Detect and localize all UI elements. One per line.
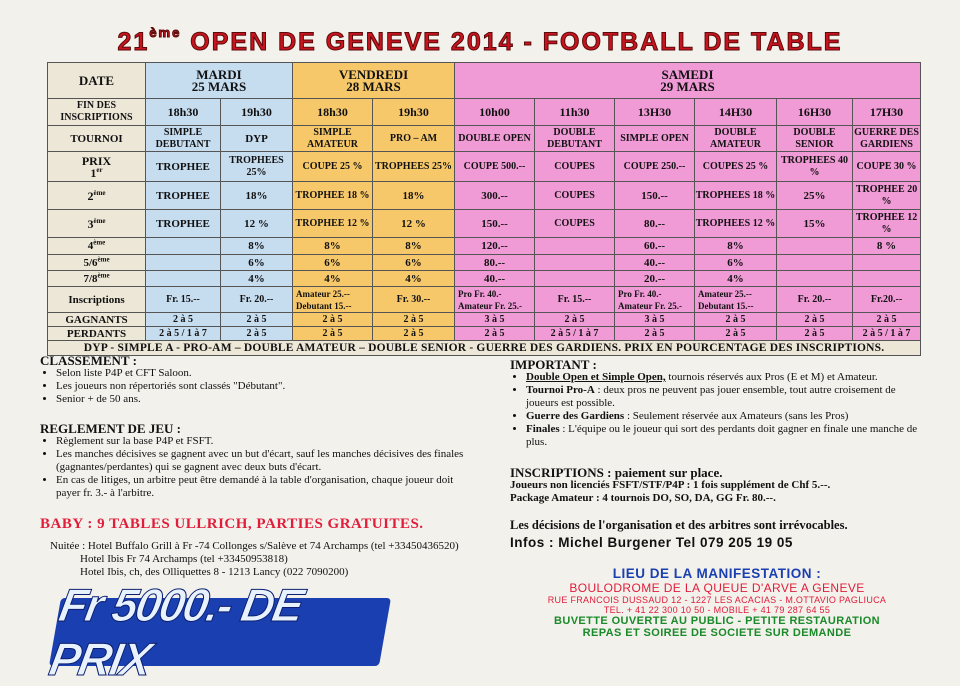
prize-cell bbox=[777, 271, 853, 287]
prize-cell: 18% bbox=[373, 182, 455, 210]
inscriptions-row bbox=[48, 287, 921, 313]
time-cell: 14H30 bbox=[695, 99, 777, 126]
prize-cell: 40.-- bbox=[455, 271, 535, 287]
tournoi-cell: DOUBLE AMATEUR bbox=[695, 126, 777, 152]
prize-cell bbox=[777, 255, 853, 271]
prize-cell bbox=[777, 238, 853, 255]
prize-cell: 8% bbox=[221, 238, 293, 255]
prize-cell bbox=[535, 238, 615, 255]
row-label-inscriptions: Inscriptions bbox=[48, 287, 146, 313]
page-title: 21ème OPEN DE GENEVE 2014 - FOOTBALL DE TABLE bbox=[117, 24, 843, 56]
list-item: • Finales : L'équipe ou le joueur qui sort des perdants doit gagner en finale une manche de plus. bbox=[526, 423, 920, 449]
prize-cell: 6% bbox=[373, 255, 455, 271]
time-cell: 11h30 bbox=[535, 99, 615, 126]
time-cell: 16H30 bbox=[777, 99, 853, 126]
tournoi-row bbox=[48, 126, 921, 152]
prize-cell: 15% bbox=[777, 210, 853, 238]
hotel-line: Hotel Ibis, ch, des Olliquettes 8 - 1213 Lancy (022 7090200) bbox=[80, 566, 349, 578]
perdants-cell: 2 à 5 bbox=[777, 327, 853, 341]
prize-cell: 80.-- bbox=[615, 210, 695, 238]
tournoi-cell: PRO – AM bbox=[373, 126, 455, 152]
gagnants-cell: 3 à 5 bbox=[615, 313, 695, 327]
perdants-cell: 2 à 5 bbox=[373, 327, 455, 341]
gagnants-cell: 2 à 5 bbox=[777, 313, 853, 327]
prize-cell: TROPHEES 25% bbox=[221, 152, 293, 182]
gagnants-cell: 2 à 5 bbox=[373, 313, 455, 327]
prize-banner: Fr 5000.- DE PRIX bbox=[49, 598, 391, 666]
fee-cell: Fr. 20.-- bbox=[777, 287, 853, 313]
inscriptions-line: Joueurs non licenciés FSFT/STF/P4P : 1 fois supplément de Chf 5.--. bbox=[510, 479, 831, 491]
fee-cell: Fr. 30.-- bbox=[373, 287, 455, 313]
classement-section bbox=[40, 354, 480, 406]
gagnants-cell: 2 à 5 bbox=[293, 313, 373, 327]
prize-cell: TROPHEE bbox=[146, 152, 221, 182]
list-item: • Guerre des Gardiens : Seulement réservée aux Amateurs (sans les Pros) bbox=[526, 410, 920, 423]
inscriptions-line: Package Amateur : 4 tournois DO, SO, DA, GG Fr. 80.--. bbox=[510, 492, 776, 504]
prize-cell: 8% bbox=[373, 238, 455, 255]
reglement-title: REGLEMENT DE JEU : bbox=[40, 421, 181, 436]
prize-cell: 20.-- bbox=[615, 271, 695, 287]
prize-cell: 8% bbox=[695, 238, 777, 255]
gagnants-cell: 2 à 5 bbox=[535, 313, 615, 327]
gagnants-cell: 2 à 5 bbox=[221, 313, 293, 327]
prize-cell bbox=[146, 271, 221, 287]
prize-cell: 80.-- bbox=[455, 255, 535, 271]
perdants-cell: 2 à 5 bbox=[695, 327, 777, 341]
prize-cell: 25% bbox=[777, 182, 853, 210]
gagnants-cell: 2 à 5 bbox=[853, 313, 921, 327]
time-cell: 13H30 bbox=[615, 99, 695, 126]
row-label-perdants: PERDANTS bbox=[48, 327, 146, 341]
date-label: DATE bbox=[48, 63, 146, 99]
inscriptions-title: INSCRIPTIONS : paiement sur place. bbox=[510, 465, 723, 480]
perdants-cell: 2 à 5 / 1 à 7 bbox=[146, 327, 221, 341]
prize-cell: 4% bbox=[293, 271, 373, 287]
perdants-cell: 2 à 5 bbox=[293, 327, 373, 341]
prize-cell: TROPHEE 12 % bbox=[853, 210, 921, 238]
prize-cell: TROPHEES 18 % bbox=[695, 182, 777, 210]
fee-cell: Fr. 15.-- bbox=[146, 287, 221, 313]
days-row bbox=[48, 63, 921, 99]
prize-cell bbox=[535, 255, 615, 271]
infos-contact: Infos : Michel Burgener Tel 079 205 19 05 bbox=[510, 535, 793, 550]
time-cell: 18h30 bbox=[146, 99, 221, 126]
schedule-table bbox=[47, 62, 921, 356]
list-item: • Règlement sur la base P4P et FSFT. bbox=[56, 435, 470, 448]
perdants-cell: 2 à 5 bbox=[615, 327, 695, 341]
prize-cell: 12 % bbox=[373, 210, 455, 238]
nuitee-label: Nuitée : bbox=[50, 540, 86, 552]
day-samedi: SAMEDI 29 MARS bbox=[455, 63, 921, 99]
row-label-gagnants: GAGNANTS bbox=[48, 313, 146, 327]
fee-cell: Amateur 25.-- Debutant 15.-- bbox=[695, 287, 777, 313]
row-label-p3: 3ème bbox=[48, 210, 146, 238]
times-row bbox=[48, 99, 921, 126]
tournoi-cell: DYP bbox=[221, 126, 293, 152]
prize-cell: 18% bbox=[221, 182, 293, 210]
row-label-p2: 2ème bbox=[48, 182, 146, 210]
list-item: • Double Open et Simple Open, tournois réservés aux Pros (E et M) et Amateur. bbox=[526, 371, 920, 384]
decisions-note: Les décisions de l'organisation et des arbitres sont irrévocables. bbox=[510, 518, 848, 532]
tournoi-cell: GUERRE DES GARDIENS bbox=[854, 126, 919, 150]
important-section bbox=[510, 358, 920, 449]
prize-cell: COUPES 25 % bbox=[695, 152, 777, 182]
day-vendredi: VENDREDI 28 MARS bbox=[293, 63, 455, 99]
fee-cell: Fr. 20.-- bbox=[221, 287, 293, 313]
row-label-p78: 7/8ème bbox=[48, 271, 146, 287]
prize-cell: 8 % bbox=[853, 238, 921, 255]
prize-4-row bbox=[48, 238, 921, 255]
prize-cell: 12 % bbox=[221, 210, 293, 238]
prize-cell bbox=[146, 238, 221, 255]
prize-3-row bbox=[48, 210, 921, 238]
prize-cell: TROPHEES 40 % bbox=[777, 152, 853, 182]
table-footer-note: DYP - SIMPLE A - PRO-AM – DOUBLE AMATEUR – DOUBLE SENIOR - GUERRE DES GARDIENS. PRIX EN POURCENTAGE DES INSCRIPTIONS. bbox=[48, 341, 921, 356]
prize-cell: 4% bbox=[695, 271, 777, 287]
prize-cell: COUPE 30 % bbox=[853, 152, 921, 182]
prize-cell bbox=[853, 255, 921, 271]
venue-repas: REPAS ET SOIREE DE SOCIETE SUR DEMANDE bbox=[582, 627, 852, 639]
gagnants-cell: 2 à 5 bbox=[695, 313, 777, 327]
prize-cell: COUPE 500.-- bbox=[455, 152, 535, 182]
venue-address: RUE FRANCOIS DUSSAUD 12 - 1227 LES ACACIAS - M.OTTAVIO PAGLIUCA bbox=[547, 595, 887, 605]
prize-cell: 4% bbox=[221, 271, 293, 287]
prize-cell: TROPHEE bbox=[146, 182, 221, 210]
prize-cell bbox=[535, 271, 615, 287]
day-mardi: MARDI 25 MARS bbox=[146, 63, 293, 99]
gagnants-row bbox=[48, 313, 921, 327]
prize-cell: TROPHEES 12 % bbox=[695, 210, 777, 238]
row-label-p4: 4ème bbox=[48, 238, 146, 255]
tournoi-cell: DOUBLE DEBUTANT bbox=[535, 126, 615, 152]
fee-cell: Pro Fr. 40.- Amateur Fr. 25.- bbox=[455, 287, 535, 313]
tournoi-cell: DOUBLE SENIOR bbox=[777, 126, 853, 152]
prize-cell bbox=[853, 271, 921, 287]
tournoi-cell: SIMPLE AMATEUR bbox=[293, 126, 373, 152]
venue-section bbox=[512, 566, 922, 639]
prize-cell: 150.-- bbox=[455, 210, 535, 238]
prize-cell: TROPHEE 12 % bbox=[293, 210, 373, 238]
gagnants-cell: 3 à 5 bbox=[455, 313, 535, 327]
prize-cell: 150.-- bbox=[615, 182, 695, 210]
prize-cell: COUPE 25 % bbox=[293, 152, 373, 182]
prize-78-row bbox=[48, 271, 921, 287]
time-cell: 17H30 bbox=[853, 99, 921, 126]
tournoi-cell: SIMPLE DEBUTANT bbox=[146, 126, 221, 152]
time-cell: 19h30 bbox=[221, 99, 293, 126]
prize-cell: 300.-- bbox=[455, 182, 535, 210]
prize-cell: 6% bbox=[695, 255, 777, 271]
fee-cell: Fr.20.-- bbox=[853, 287, 921, 313]
prize-cell: 60.-- bbox=[615, 238, 695, 255]
hotel-line: Hotel Buffalo Grill à Fr -74 Collonges s/Salève et 74 Archamps (tel +33450436520) bbox=[87, 540, 459, 552]
prize-cell: 120.-- bbox=[455, 238, 535, 255]
prize-2-row bbox=[48, 182, 921, 210]
list-item: • Tournoi Pro-A : deux pros ne peuvent pas jouer ensemble, tout autre croisement de joueurs est possible. bbox=[526, 384, 920, 410]
fee-cell: Amateur 25.-- Debutant 15.-- bbox=[293, 287, 373, 313]
venue-buvette: BUVETTE OUVERTE AU PUBLIC - PETITE RESTAURATION bbox=[554, 615, 880, 627]
prize-cell: TROPHEE 20 % bbox=[853, 182, 921, 210]
prize-cell: 4% bbox=[373, 271, 455, 287]
time-cell: 19h30 bbox=[373, 99, 455, 126]
perdants-row bbox=[48, 327, 921, 341]
perdants-cell: 2 à 5 / 1 à 7 bbox=[853, 327, 921, 341]
row-label-p56: 5/6ème bbox=[48, 255, 146, 271]
prize-cell bbox=[146, 255, 221, 271]
prize-cell: COUPES bbox=[535, 182, 615, 210]
fee-cell: Fr. 15.-- bbox=[535, 287, 615, 313]
nuitee-section bbox=[50, 540, 459, 579]
reglement-section bbox=[40, 422, 470, 500]
list-item: • Senior + de 50 ans. bbox=[56, 393, 480, 406]
prize-cell: COUPE 250.-- bbox=[615, 152, 695, 182]
list-item: • Les joueurs non répertoriés sont classés "Débutant". bbox=[56, 380, 480, 393]
list-item: • En cas de litiges, un arbitre peut être demandé à la table d'organisation, chaque joueur doit payer fr. 3.- à l'arbitre. bbox=[56, 474, 470, 500]
time-cell: 10h00 bbox=[455, 99, 535, 126]
perdants-cell: 2 à 5 bbox=[455, 327, 535, 341]
prize-cell: TROPHEE bbox=[146, 210, 221, 238]
tournoi-cell: SIMPLE OPEN bbox=[615, 126, 695, 152]
prize-cell: 6% bbox=[293, 255, 373, 271]
perdants-cell: 2 à 5 / 1 à 7 bbox=[535, 327, 615, 341]
important-title: IMPORTANT : bbox=[510, 357, 597, 372]
perdants-cell: 2 à 5 bbox=[221, 327, 293, 341]
prize-cell: COUPES bbox=[535, 210, 615, 238]
hotel-line: Hotel Ibis Fr 74 Archamps (tel +33450953818) bbox=[80, 553, 288, 565]
baby-tables-note: BABY : 9 TABLES ULLRICH, PARTIES GRATUITES. bbox=[40, 516, 424, 532]
prize-cell: 40.-- bbox=[615, 255, 695, 271]
row-label-fin: FIN DES INSCRIPTIONS bbox=[48, 99, 146, 126]
venue-title: LIEU DE LA MANIFESTATION : bbox=[612, 566, 822, 581]
classement-title: CLASSEMENT : bbox=[40, 353, 137, 368]
list-item: • Selon liste P4P et CFT Saloon. bbox=[56, 367, 480, 380]
row-label-prix: PRIX 1er bbox=[48, 152, 146, 182]
venue-phone: TEL. + 41 22 300 10 50 - MOBILE + 41 79 287 64 55 bbox=[603, 605, 831, 615]
prize-cell: 8% bbox=[293, 238, 373, 255]
prize-56-row bbox=[48, 255, 921, 271]
inscriptions-section bbox=[510, 466, 930, 505]
prize-1-row bbox=[48, 152, 921, 182]
prize-cell: 6% bbox=[221, 255, 293, 271]
gagnants-cell: 2 à 5 bbox=[146, 313, 221, 327]
venue-name: BOULODROME DE LA QUEUE D'ARVE A GENEVE bbox=[569, 581, 865, 595]
fee-cell: Pro Fr. 40.- Amateur Fr. 25.- bbox=[615, 287, 695, 313]
list-item: • Les manches décisives se gagnent avec un but d'écart, sauf les manches décisives des finales (gagnantes/perdantes) qui se gagnent avec deux buts d'écart. bbox=[56, 448, 470, 474]
row-label-tournoi: TOURNOI bbox=[48, 126, 146, 152]
prize-cell: TROPHEE 18 % bbox=[293, 182, 373, 210]
time-cell: 18h30 bbox=[293, 99, 373, 126]
prize-cell: COUPES bbox=[535, 152, 615, 182]
tournoi-cell: DOUBLE OPEN bbox=[455, 126, 535, 152]
prize-cell: TROPHEES 25% bbox=[373, 152, 455, 182]
